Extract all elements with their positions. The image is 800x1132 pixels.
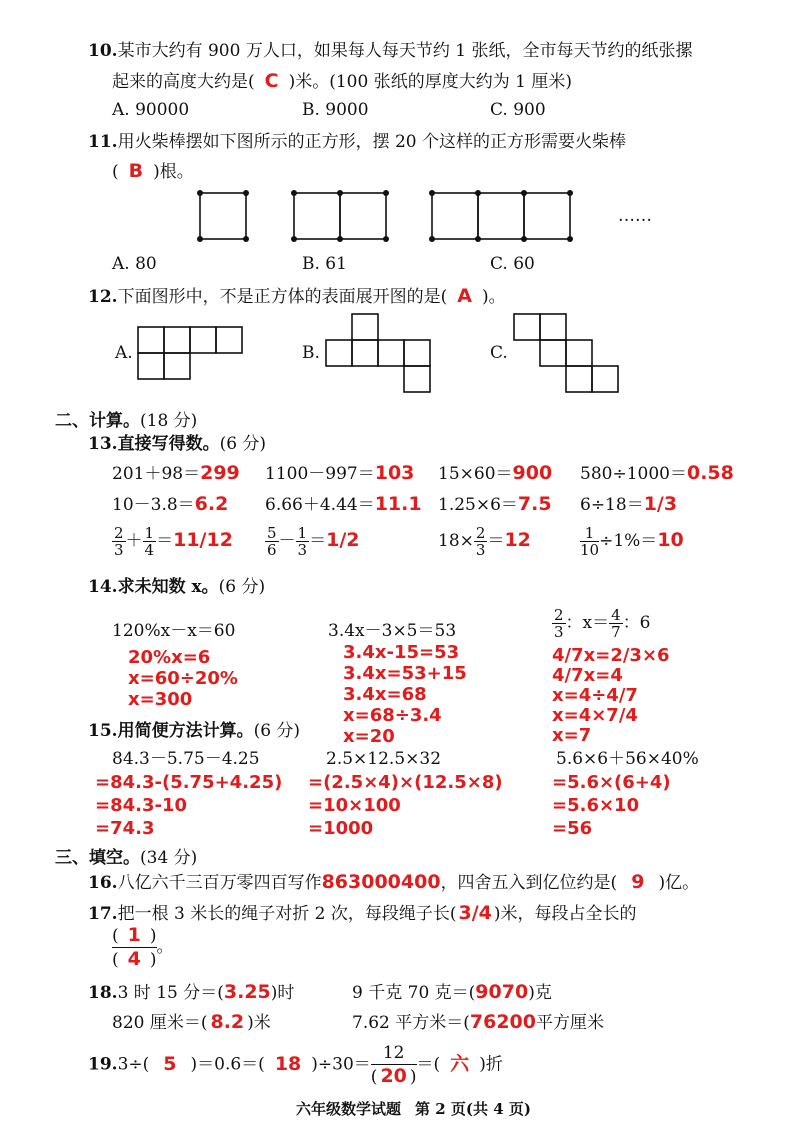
fraction [609, 607, 623, 640]
step: x=4÷4/7 [552, 685, 638, 706]
question-18-a [88, 981, 294, 1004]
page-footer [296, 1098, 531, 1119]
question-text: 八亿六千三百万零四百写作 [117, 873, 322, 893]
expression-2: 2.5×12.5×32 [326, 749, 442, 769]
step: x=4×7/4 [552, 705, 638, 726]
section-title: 三、填空。 [55, 848, 140, 868]
question-text: 3 时 15 分＝( [117, 983, 224, 1003]
step: =84.3-(5.75+4.25) [95, 772, 283, 793]
question-number: 10. [88, 41, 118, 61]
handwritten-answer: 1/2 [326, 529, 360, 551]
handwritten-answer: B [128, 160, 144, 182]
fraction [552, 607, 566, 640]
question-number: 16. [88, 873, 118, 893]
handwritten-answer: 11.1 [374, 493, 422, 515]
three-squares [429, 190, 573, 242]
cube-net-c [512, 312, 624, 396]
numerator: 1 [580, 525, 599, 542]
question-number: 15. [88, 721, 118, 741]
question-text: 7.62 平方米＝( [352, 1013, 470, 1033]
numerator [112, 924, 157, 948]
expression: ：x＝ [565, 613, 610, 633]
handwritten-answer: 11/12 [173, 529, 233, 551]
numerator: 2 [114, 524, 124, 542]
option-b: B. 61 [302, 254, 347, 274]
handwritten-answer: 3.25 [223, 981, 271, 1003]
calc-item [265, 493, 422, 516]
section-title: 二、计算。 [55, 411, 140, 431]
question-text: )。 [481, 287, 506, 307]
handwritten-answer: A [457, 285, 472, 307]
question-text: ( [112, 162, 119, 182]
question-text: )米，每段占全长的 [493, 904, 637, 924]
numerator: 2 [554, 606, 564, 624]
question-number: 14. [88, 577, 118, 597]
step: x=7 [552, 725, 592, 746]
fraction [474, 525, 488, 558]
question-text: 平方厘米 [536, 1013, 604, 1033]
cube-net-a [136, 325, 246, 381]
footer-page: 第 2 页(共 4 页) [415, 1100, 531, 1118]
paren: ) [149, 950, 157, 970]
denominator: 3 [475, 541, 486, 559]
question-text: 下面图形中，不是正方体的表面展开图的是( [117, 287, 448, 307]
denominator: 3 [114, 541, 124, 559]
question-14 [88, 576, 265, 598]
handwritten-answer: 10 [657, 529, 684, 551]
calc-item [112, 462, 240, 485]
equation-1: 120%x－x＝60 [112, 621, 236, 641]
denominator: 7 [611, 623, 621, 641]
question-score: (6 分) [253, 721, 301, 741]
step: =84.3-10 [95, 795, 188, 816]
step: x=68÷3.4 [343, 705, 442, 726]
question-15 [88, 720, 300, 742]
option-b: B. 9000 [302, 100, 369, 120]
handwritten-answer: C [264, 70, 279, 92]
question-text: )折 [479, 1054, 503, 1075]
question-text: 用火柴棒摆如下图所示的正方形，摆 20 个这样的正方形需要火柴棒 [117, 132, 627, 152]
net-label-c: C. [490, 343, 508, 363]
working-steps-3 [552, 771, 671, 840]
question-number: 13. [88, 434, 118, 454]
step: =5.6×(6+4) [552, 772, 671, 793]
question-number: 17. [88, 904, 118, 924]
step: 4/7x=2/3×6 [552, 645, 670, 666]
option-c: C. 60 [490, 254, 535, 274]
denominator: 3 [297, 541, 308, 559]
question-text: )克 [528, 983, 552, 1003]
fraction [265, 525, 279, 558]
step: =74.3 [95, 818, 155, 839]
question-text: )÷30＝ [311, 1054, 371, 1075]
handwritten-answer: 1/3 [643, 493, 678, 515]
calc-item-fraction [265, 525, 359, 558]
section-score: (18 分) [140, 411, 198, 431]
question-score: (6 分) [218, 577, 266, 597]
working-steps-1 [95, 771, 282, 840]
question-text: )根。 [153, 162, 194, 182]
expression: 6÷18＝ [580, 495, 644, 515]
expression: 580÷1000＝ [580, 464, 687, 484]
calc-item [438, 493, 552, 516]
step: 20%x=6 [128, 647, 211, 668]
handwritten-answer: 7.5 [517, 493, 552, 515]
expression: ÷1%＝ [599, 531, 658, 551]
working-steps-3 [552, 646, 670, 746]
question-10-line2 [112, 70, 572, 93]
calc-item [580, 462, 734, 485]
fraction-blank [371, 1042, 417, 1088]
question-number: 12. [88, 287, 118, 307]
handwritten-answer: 9070 [475, 981, 529, 1003]
expression-1: 84.3－5.75－4.25 [112, 749, 260, 769]
question-title: 直接写得数。 [117, 434, 220, 454]
numerator: 4 [611, 606, 621, 624]
handwritten-answer: 76200 [469, 1011, 536, 1033]
step: 3.4x=68 [343, 684, 427, 705]
handwritten-answer: 3/4 [458, 902, 492, 924]
handwritten-answer: 103 [374, 462, 415, 484]
handwritten-answer: 1 [127, 924, 141, 946]
equals: ＝ [156, 531, 174, 551]
handwritten-answer: 4 [127, 948, 141, 970]
calc-item-fraction [438, 525, 531, 558]
handwritten-answer: 六 [450, 1052, 470, 1075]
step: x=60÷20% [128, 668, 238, 689]
denominator [371, 1065, 417, 1088]
question-text: ，四舍五入到亿位约是( [440, 873, 618, 893]
net-label-b: B. [302, 343, 320, 363]
question-10-line1 [88, 40, 692, 62]
step: 3.4x=53+15 [343, 663, 467, 684]
matchstick-squares-diagram [190, 185, 670, 245]
handwritten-answer: 8.2 [210, 1011, 245, 1033]
calc-item-fraction [580, 525, 684, 558]
handwritten-answer: 5 [163, 1052, 177, 1075]
step: 3.4x-15=53 [343, 642, 460, 663]
question-number: 19. [88, 1054, 118, 1075]
expression: 201＋98＝ [112, 464, 201, 484]
calc-item [580, 493, 677, 516]
question-12 [88, 285, 506, 308]
expression: 1100－997＝ [265, 464, 375, 484]
question-text: ＝( [416, 1054, 441, 1075]
question-text: 820 厘米＝( [112, 1013, 208, 1033]
fraction [112, 525, 126, 558]
one-square [197, 190, 249, 242]
option-c: C. 900 [490, 100, 546, 120]
numerator: 12 [371, 1042, 417, 1065]
numerator: 5 [267, 524, 277, 542]
handwritten-answer: 900 [512, 462, 553, 484]
numerator: 1 [144, 524, 155, 542]
footer-subject: 六年级数学试题 [296, 1100, 402, 1118]
working-steps-2 [343, 642, 467, 747]
calc-item [265, 462, 414, 485]
handwritten-answer: 299 [200, 462, 240, 484]
handwritten-answer: 12 [504, 529, 531, 551]
step: =10×100 [308, 795, 401, 816]
handwritten-answer: 20 [380, 1065, 407, 1087]
paren: ( [112, 950, 119, 970]
question-11-line1 [88, 131, 626, 153]
equals: ＝ [487, 531, 505, 551]
question-11-line2 [112, 160, 194, 183]
expression: 10－3.8＝ [112, 495, 195, 515]
expression: 1.25×6＝ [438, 495, 518, 515]
handwritten-answer: 0.58 [686, 462, 734, 484]
question-text: )米。(100 张纸的厚度大约为 1 厘米) [288, 72, 572, 92]
cube-net-b [324, 312, 436, 396]
paren: ( [112, 926, 119, 946]
question-text: )米 [247, 1013, 271, 1033]
fraction [143, 525, 157, 558]
expression: ：6 [622, 613, 651, 633]
paren: ( [370, 1067, 378, 1087]
handwritten-answer: 18 [274, 1052, 302, 1075]
fraction [580, 525, 599, 558]
section-score: (34 分) [140, 848, 198, 868]
numerator: 2 [475, 524, 486, 542]
calc-item [438, 462, 552, 485]
expression: 15×60＝ [438, 464, 513, 484]
equals: ＝ [309, 531, 327, 551]
question-title: 求未知数 x。 [117, 577, 219, 597]
step: 4/7x=4 [552, 665, 623, 686]
operator: ＋ [125, 531, 143, 551]
question-17 [88, 902, 637, 925]
equation-2: 3.4x－3×5＝53 [328, 621, 457, 641]
step: =5.6×10 [552, 795, 640, 816]
question-text: 某市大约有 900 万人口，如果每人每天节约 1 张纸，全市每天节约的纸张摞 [117, 41, 693, 61]
working-steps-2 [308, 771, 503, 840]
question-16 [88, 871, 699, 894]
question-18-d [352, 1011, 604, 1034]
handwritten-answer: 863000400 [321, 871, 441, 893]
question-text: 把一根 3 米长的绳子对折 2 次，每段绳子长( [117, 904, 457, 924]
step: =1000 [308, 818, 374, 839]
option-a: A. 80 [112, 254, 157, 274]
denominator [112, 948, 157, 971]
fraction [296, 525, 310, 558]
denominator: 6 [267, 541, 277, 559]
paren: ) [409, 1067, 417, 1087]
net-label-a: A. [115, 343, 133, 363]
handwritten-answer: 6.2 [194, 493, 229, 515]
calc-item-fraction [112, 525, 233, 558]
ellipsis: …… [618, 206, 652, 226]
section-3-header [55, 843, 197, 868]
two-squares [291, 190, 389, 242]
denominator: 4 [144, 541, 155, 559]
calc-item [112, 493, 228, 516]
question-text: 3÷( [117, 1054, 150, 1075]
expression: 18× [438, 531, 474, 551]
equation-3 [552, 607, 651, 640]
question-text: )时 [270, 983, 295, 1003]
operator: － [278, 531, 296, 551]
expression: 6.66＋4.44＝ [265, 495, 375, 515]
handwritten-answer: 9 [631, 871, 645, 893]
fraction-blank [112, 924, 157, 971]
question-number: 18. [88, 983, 118, 1003]
denominator: 10 [580, 541, 600, 559]
question-18-b [352, 981, 552, 1004]
step: =56 [552, 818, 593, 839]
numerator: 1 [297, 524, 308, 542]
question-18-c [112, 1011, 271, 1034]
question-title: 用简便方法计算。 [117, 721, 254, 741]
working-steps-1 [128, 647, 238, 710]
question-13 [88, 433, 266, 455]
step: x=300 [128, 689, 193, 710]
question-17-fraction [112, 924, 174, 971]
paren: ) [149, 926, 157, 946]
question-text: )＝0.6＝( [190, 1054, 265, 1075]
question-text: 9 千克 70 克＝( [352, 983, 476, 1003]
step: =(2.5×4)×(12.5×8) [308, 772, 503, 793]
question-19 [88, 1042, 503, 1088]
expression-3: 5.6×6＋56×40% [556, 749, 699, 769]
option-a: A. 90000 [112, 100, 190, 120]
denominator: 3 [554, 623, 564, 641]
question-score: (6 分) [219, 434, 267, 454]
question-text: 起来的高度大约是( [112, 72, 255, 92]
section-2-header [55, 406, 197, 431]
punctuation: 。 [156, 937, 174, 957]
question-number: 11. [88, 132, 118, 152]
question-text: )亿。 [658, 873, 700, 893]
step: x=20 [343, 726, 395, 747]
